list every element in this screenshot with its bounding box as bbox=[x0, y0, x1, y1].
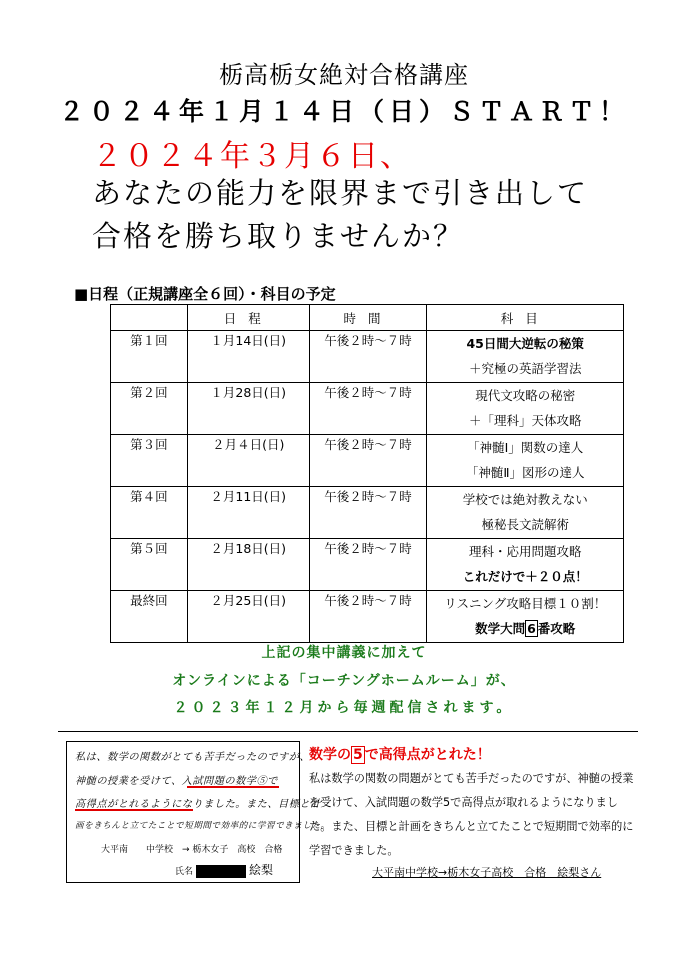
session-label: 第５回 bbox=[111, 539, 188, 591]
session-time: 午後２時～７時 bbox=[309, 383, 427, 435]
session-time: 午後２時～７時 bbox=[309, 487, 427, 539]
boxed-number: 6 bbox=[527, 621, 536, 636]
header-blank bbox=[111, 305, 188, 331]
subject-line-1: 理科・応用問題攻略 bbox=[468, 544, 582, 559]
session-subject bbox=[427, 487, 624, 539]
subject-line-1: 現代文攻略の秘密 bbox=[475, 388, 576, 403]
header-subject: 科目 bbox=[427, 305, 624, 331]
handwritten-school-line: 大平南 中学校 → 栃木女子 高校 合格 bbox=[101, 845, 283, 855]
name-label: 氏名 bbox=[175, 867, 194, 877]
table-row bbox=[111, 591, 624, 643]
header-date: 日程 bbox=[187, 305, 309, 331]
header-time: 時間 bbox=[309, 305, 427, 331]
session-subject bbox=[427, 539, 624, 591]
subject-line-2: ＋究極の英語学習法 bbox=[468, 361, 582, 376]
session-date: ２月18日(日) bbox=[187, 539, 309, 591]
page-title: 栃高栃女絶対合格講座 bbox=[219, 61, 469, 89]
session-time: 午後２時～７時 bbox=[309, 435, 427, 487]
notice-line-2: オンラインによる「コーチングホームルーム」が、 bbox=[172, 673, 516, 689]
session-time: 午後２時～７時 bbox=[309, 539, 427, 591]
red-underline bbox=[75, 809, 193, 811]
handwritten-name: 絵梨 bbox=[249, 863, 274, 877]
session-subject bbox=[427, 383, 624, 435]
handwritten-line-3: 高得点がとれるようになりました。また、目標と計 bbox=[75, 799, 321, 810]
session-label: 第４回 bbox=[111, 487, 188, 539]
headline-line-3: 合格を勝ち取りませんか？ bbox=[92, 219, 465, 253]
red-underline bbox=[187, 786, 279, 788]
start-date-line: ２０２４年１月１４日（日）ＳＴＡＲＴ！ bbox=[58, 97, 629, 126]
table-row bbox=[111, 383, 624, 435]
handwritten-name-line bbox=[175, 861, 273, 878]
subject-line-1: 「神髄Ⅰ」関数の達人 bbox=[467, 440, 584, 455]
schedule-header-row bbox=[111, 305, 624, 331]
schedule-heading: ■日程（正規講座全６回）・科目の予定 bbox=[74, 285, 336, 303]
subject-pre: 数学大問 bbox=[475, 621, 526, 636]
session-date: １月28日(日) bbox=[187, 383, 309, 435]
subject-line-2: ＋「理科」天体攻略 bbox=[468, 413, 582, 428]
subject-line-1: 45日間大逆転の秘策 bbox=[466, 336, 584, 351]
subject-line-2: 極秘長文読解術 bbox=[481, 517, 569, 532]
session-subject bbox=[427, 591, 624, 643]
subject-line-1: リスニング攻略目標１０割！ bbox=[444, 596, 607, 611]
session-subject bbox=[427, 331, 624, 383]
subject-line-2 bbox=[427, 616, 623, 641]
testimonial-body: 私は数学の関数の問題がとても苦手だったのですが、神髄の授業を受けて、入試問題の数学5で高得点が取れるようになりました。また、目標と計画をきちんと立てたことで短期間で効率的に学習できました。 bbox=[309, 772, 634, 857]
redacted-name-block bbox=[196, 865, 246, 878]
headline-line-2: あなたの能力を限界まで引き出して bbox=[92, 176, 589, 210]
subject-post: 番攻略 bbox=[537, 621, 576, 636]
session-date: １月14日(日) bbox=[187, 331, 309, 383]
session-label: 第１回 bbox=[111, 331, 188, 383]
session-label: 第２回 bbox=[111, 383, 188, 435]
table-row bbox=[111, 331, 624, 383]
table-row bbox=[111, 487, 624, 539]
session-date: ２月４日(日) bbox=[187, 435, 309, 487]
subject-line-2: これだけで＋２０点！ bbox=[462, 569, 588, 584]
headline-red-date: ２０２４年３月６日、 bbox=[92, 139, 412, 174]
subject-line-1: 学校では絶対教えない bbox=[462, 492, 588, 507]
divider bbox=[58, 731, 638, 732]
notice-line-3: ２０２３年１２月から毎週配信されます。 bbox=[173, 700, 515, 716]
handwritten-line-4: 画をきちんと立てたことで短期間で効率的に学習できました。 bbox=[75, 821, 330, 831]
handwritten-line-1: 私は、数学の関数がとても苦手だったのですが、 bbox=[75, 752, 311, 763]
session-label: 最終回 bbox=[111, 591, 188, 643]
testimonial-heading bbox=[309, 744, 491, 764]
session-date: ２月25日(日) bbox=[187, 591, 309, 643]
testimonial-signature: 大平南中学校→栃木女子高校 合格 絵梨さん bbox=[372, 866, 602, 879]
session-time: 午後２時～７時 bbox=[309, 331, 427, 383]
subject-line-2: 「神髄Ⅱ」図形の達人 bbox=[465, 465, 585, 480]
testimonial-head-pre: 数学の bbox=[309, 747, 351, 763]
notice-line-1: 上記の集中講義に加えて bbox=[261, 645, 427, 661]
table-row bbox=[111, 539, 624, 591]
testimonial-boxed-number: 5 bbox=[353, 747, 363, 763]
session-subject bbox=[427, 435, 624, 487]
handwritten-line-2: 神髄の授業を受けて、入試問題の数学⑤で bbox=[75, 776, 278, 787]
schedule-table bbox=[110, 304, 624, 643]
session-date: ２月11日(日) bbox=[187, 487, 309, 539]
session-label: 第３回 bbox=[111, 435, 188, 487]
session-time: 午後２時～７時 bbox=[309, 591, 427, 643]
testimonial-head-post: で高得点がとれた！ bbox=[364, 747, 491, 763]
handwritten-testimonial bbox=[66, 741, 330, 883]
table-row bbox=[111, 435, 624, 487]
